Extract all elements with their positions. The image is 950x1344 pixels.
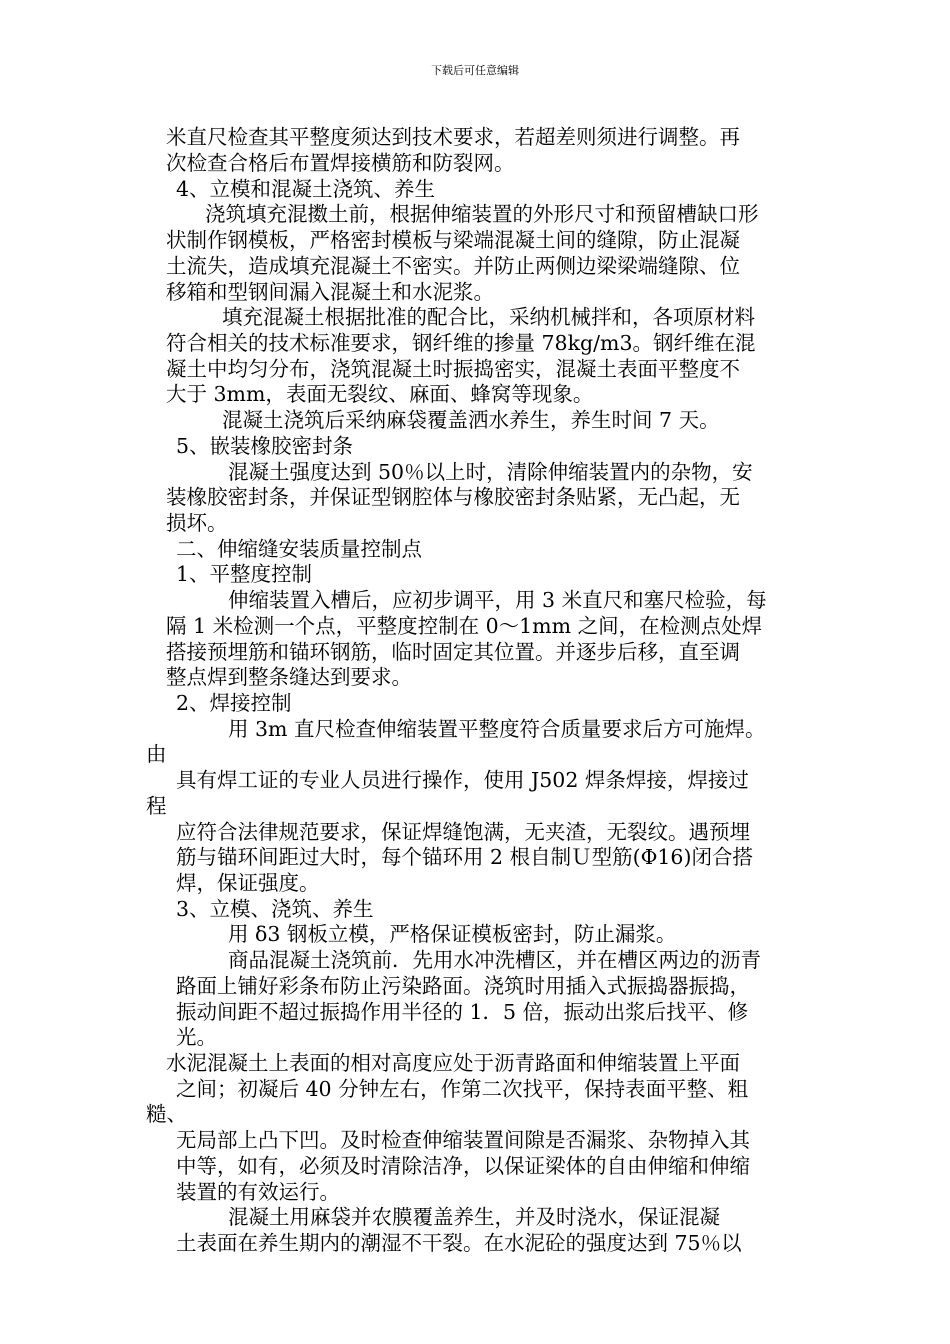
text-line: 商品混凝土浇筑前．先用水冲洗槽区，并在槽区两边的沥青 <box>228 948 761 972</box>
section-heading: 3、立模、浇筑、养生 <box>176 897 374 921</box>
text-line: 符合相关的技术标准要求，钢纤维的掺量 78kg/m3。钢纤维在混 <box>166 331 756 355</box>
text-line: 用 δ3 钢板立模，严格保证模板密封，防止漏浆。 <box>228 922 677 946</box>
text-line: 填充混凝土根据批准的配合比，采纳机械拌和，各项原材料 <box>222 305 755 329</box>
text-line: 程 <box>146 794 167 818</box>
text-line: 混凝土浇筑后采纳麻袋覆盖洒水养生，养生时间 7 天。 <box>222 408 720 432</box>
text-line: 移箱和型钢间漏入混凝土和水泥浆。 <box>166 280 494 304</box>
text-line: 由 <box>146 742 167 766</box>
section-heading: 2、焊接控制 <box>176 691 292 715</box>
text-line: 状制作钢模板，严格密封模板与梁端混凝土间的缝隙，防止混凝 <box>166 228 740 252</box>
text-line: 中等，如有，必须及时清除洁净，以保证梁体的自由伸缩和伸缩 <box>176 1154 750 1178</box>
text-line: 次检查合格后布置焊接横筋和防裂网。 <box>166 151 515 175</box>
text-line: 具有焊工证的专业人员进行操作，使用 J502 焊条焊接，焊接过 <box>176 768 749 792</box>
text-line: 混凝土用麻袋并农膜覆盖养生，并及时浇水，保证混凝 <box>228 1205 720 1229</box>
section-heading: 5、嵌装橡胶密封条 <box>176 434 354 458</box>
page-header: 下载后可任意编辑 <box>431 64 519 77</box>
section-heading: 4、立模和混凝土浇筑、养生 <box>176 177 436 201</box>
text-line: 混凝土强度达到 50％以上时，清除伸缩装置内的杂物，安 <box>228 460 753 484</box>
text-line: 水泥混凝土上表面的相对高度应处于沥青路面和伸缩装置上平面 <box>166 1051 740 1075</box>
section-heading: 二、伸缩缝安装质量控制点 <box>176 537 422 561</box>
text-line: 隔 1 米检测一个点，平整度控制在 0～1mm 之间，在检测点处焊 <box>166 614 763 638</box>
text-line: 糙、 <box>146 1102 187 1126</box>
text-line: 凝土中均匀分布，浇筑混凝土时振捣密实，混凝土表面平整度不 <box>166 357 740 381</box>
text-line: 光。 <box>176 1025 217 1049</box>
text-line: 装橡胶密封条，并保证型钢腔体与橡胶密封条贴紧，无凸起，无 <box>166 485 740 509</box>
section-heading: 1、平整度控制 <box>176 562 313 586</box>
text-line: 整点焊到整条缝达到要求。 <box>166 665 412 689</box>
text-line: 路面上铺好彩条布防止污染路面。浇筑时用插入式振捣器振捣， <box>176 974 750 998</box>
text-line: 米直尺检查其平整度须达到技术要求，若超差则须进行调整。再 <box>166 125 740 149</box>
text-line: 振动间距不超过振捣作用半径的 1．5 倍，振动出浆后找平、修 <box>176 1000 749 1024</box>
text-line: 焊，保证强度。 <box>176 871 320 895</box>
text-line: 之间；初凝后 40 分钟左右，作第二次找平，保持表面平整、粗 <box>176 1077 749 1101</box>
text-line: 筋与锚环间距过大时，每个锚环用 2 根自制Ｕ型筋(Φ16)闭合搭 <box>176 845 753 869</box>
text-line: 用 3m 直尺检查伸缩装置平整度符合质量要求后方可施焊。 <box>228 717 766 741</box>
text-line: 土表面在养生期内的潮湿不干裂。在水泥砼的强度达到 75％以 <box>176 1231 742 1255</box>
text-line: 装置的有效运行。 <box>176 1180 340 1204</box>
text-line: 损坏。 <box>166 511 228 535</box>
text-line: 土流失，造成填充混凝土不密实。并防止两侧边梁梁端缝隙、位 <box>166 254 740 278</box>
text-line: 浇筑填充混擞土前，根据伸缩装置的外形尺寸和预留槽缺口形 <box>205 202 759 226</box>
text-line: 应符合法律规范要求，保证焊缝饱满，无夹渣，无裂纹。遇预埋 <box>176 820 750 844</box>
text-line: 伸缩装置入槽后，应初步调平，用 3 米直尺和塞尺检验，每 <box>228 588 767 612</box>
text-line: 搭接预埋筋和锚环钢筋，临时固定其位置。并逐步后移，直至调 <box>166 640 740 664</box>
text-line: 大于 3mm，表面无裂纹、麻面、蜂窝等现象。 <box>166 382 594 406</box>
text-line: 无局部上凸下凹。及时检查伸缩装置间隙是否漏浆、杂物掉入其 <box>176 1128 750 1152</box>
